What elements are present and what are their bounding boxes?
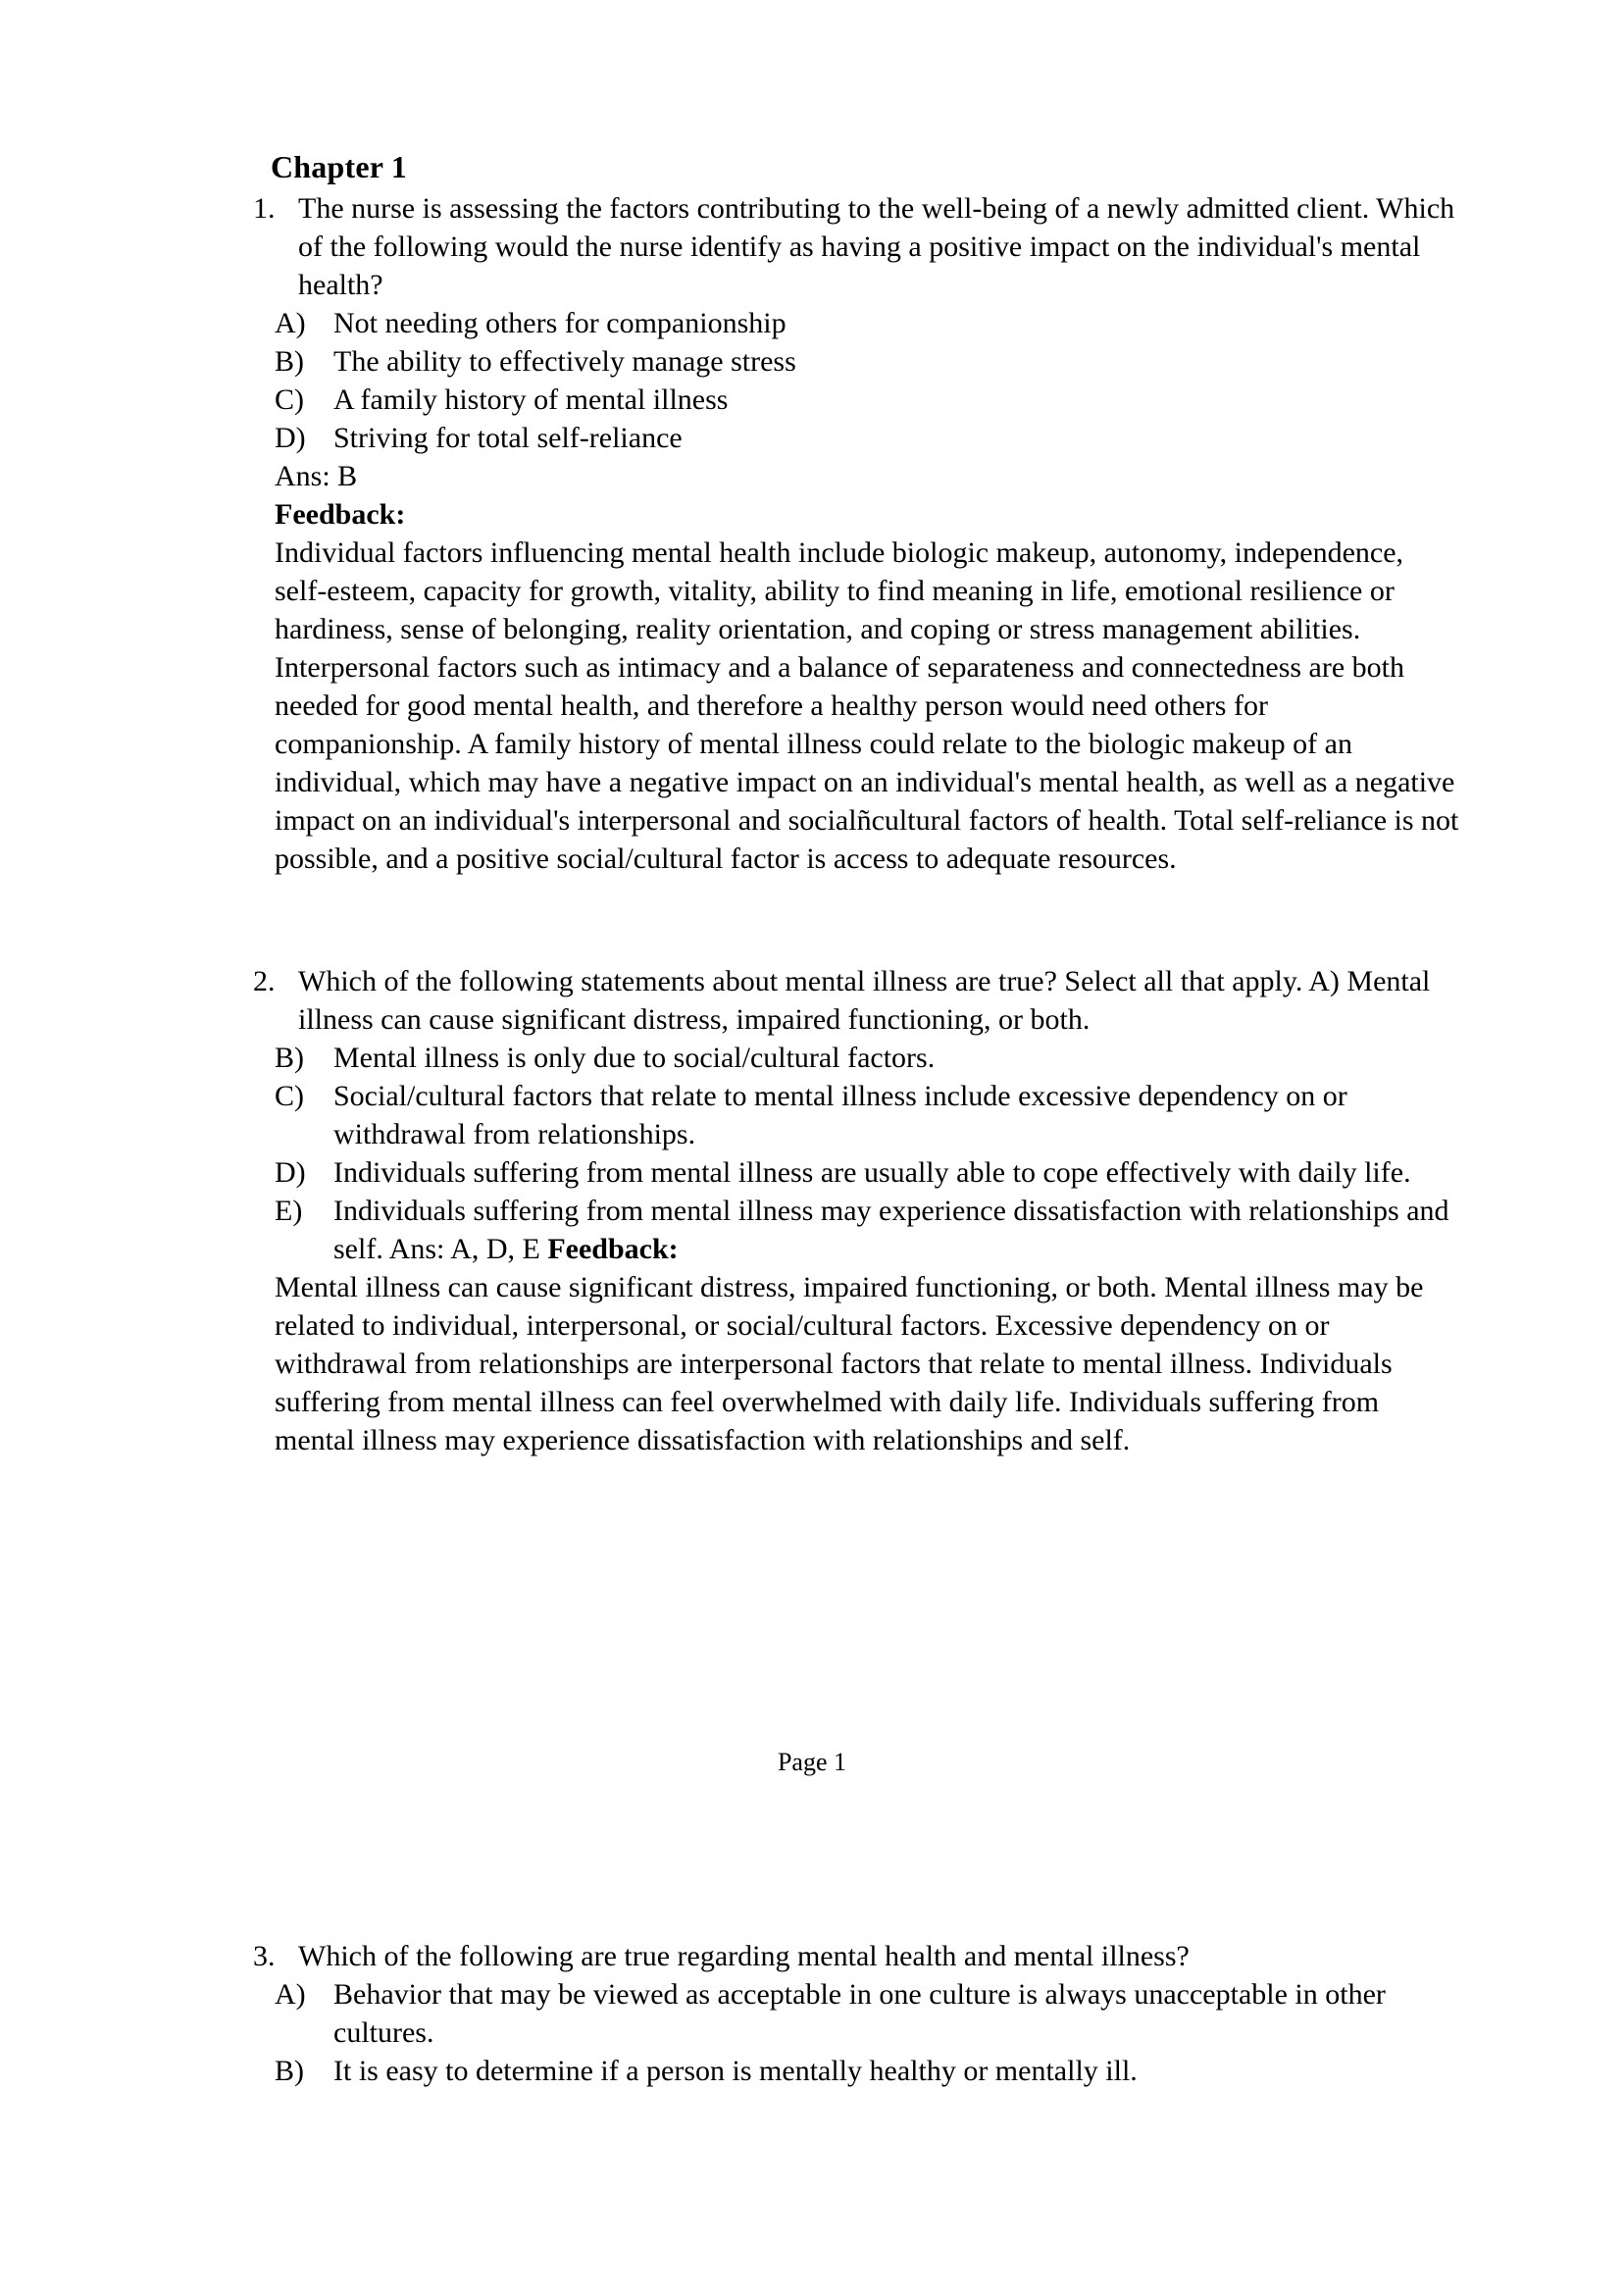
page-footer: Page 1	[777, 1748, 847, 1776]
question-2-feedback-text: Mental illness can cause significant distress, impaired functioning, or both. Mental illness may be related to individual, interpersonal, or social/cultural factors. Excessive dependency on or withdrawal from relationships are interpersonal factors that relate to mental illness. Individuals suffering from mental illness can feel overwhelmed with daily life. Individuals suffering from mental illness may experience dissatisfaction with relationships and self.	[275, 1270, 1424, 1456]
question-1-option-a[interactable]	[253, 304, 1459, 342]
question-1-option-b[interactable]	[253, 342, 1459, 381]
option-text: A family history of mental illness	[333, 382, 729, 416]
question-2-number: 2.	[253, 964, 276, 997]
option-text: Striving for total self-reliance	[333, 421, 683, 454]
question-1-feedback-label: Feedback:	[275, 497, 406, 531]
chapter-title: Chapter 1	[271, 149, 407, 184]
question-3-option-a[interactable]	[253, 1975, 1459, 2052]
option-letter: D)	[275, 421, 306, 454]
question-2-feedback-label: Feedback:	[547, 1232, 679, 1265]
option-text: Social/cultural factors that relate to mental illness include excessive dependency on or withdrawal from relationships.	[333, 1079, 1347, 1150]
option-letter: D)	[275, 1155, 306, 1189]
option-text	[333, 1192, 1459, 1268]
spacer	[253, 878, 1459, 962]
option-letter: B)	[275, 344, 304, 378]
question-1	[253, 189, 1459, 304]
question-2-option-c[interactable]	[253, 1077, 1459, 1153]
question-2-option-b[interactable]	[253, 1039, 1459, 1077]
option-letter: C)	[275, 382, 304, 416]
option-letter: A)	[275, 306, 306, 339]
option-letter: C)	[275, 1079, 304, 1112]
question-2-stem: Which of the following statements about mental illness are true? Select all that apply. A) Mental illness can cause significant distress, impaired functioning, or both.	[298, 964, 1431, 1036]
question-1-option-d[interactable]	[253, 419, 1459, 457]
question-3-stem: Which of the following are true regarding mental health and mental illness?	[298, 1940, 1190, 1972]
question-3	[253, 1937, 1459, 1975]
question-2	[253, 962, 1459, 1039]
question-1-option-c[interactable]	[253, 381, 1459, 419]
option-letter: E)	[275, 1194, 303, 1227]
question-3-number: 3.	[253, 1940, 276, 1972]
page-content-top	[253, 147, 1459, 1459]
question-1-stem: The nurse is assessing the factors contributing to the well-being of a newly admitted client. Which of the following would the nurse identify as having a positive impact on the individual's mental health?	[298, 191, 1455, 301]
option-letter: B)	[275, 2055, 304, 2087]
option-text-body: Individuals suffering from mental illness may experience dissatisfaction with relationships and self. Ans: A, D, E	[333, 1194, 1449, 1265]
option-text: It is easy to determine if a person is mentally healthy or mentally ill.	[333, 2055, 1138, 2087]
question-1-number: 1.	[253, 191, 276, 225]
question-1-feedback-text: Individual factors influencing mental health include biologic makeup, autonomy, independence, self-esteem, capacity for growth, vitality, ability to find meaning in life, emotional resilience or hardiness, sense of belonging, reality orientation, and coping or stress management abilities. Interpersonal factors such as intimacy and a balance of separateness and connectedness are both needed for good mental health, and therefore a healthy person would need others for companionship. A family history of mental illness could relate to the biologic makeup of an individual, which may have a negative impact on an individual's mental health, as well as a negative impact on an individual's interpersonal and socialñcultural factors of health. Total self-reliance is not possible, and a positive social/cultural factor is access to adequate resources.	[275, 535, 1459, 875]
option-text: The ability to effectively manage stress	[333, 344, 796, 378]
question-1-answer: Ans: B	[275, 459, 358, 492]
page-content-bottom	[253, 1937, 1459, 2090]
question-2-option-d[interactable]	[253, 1153, 1459, 1192]
option-text: Individuals suffering from mental illness are usually able to cope effectively with daily life.	[333, 1155, 1411, 1189]
option-letter: A)	[275, 1978, 306, 2011]
option-text: Mental illness is only due to social/cultural factors.	[333, 1041, 936, 1074]
option-letter: B)	[275, 1041, 304, 1074]
question-3-option-b[interactable]	[253, 2052, 1459, 2090]
question-2-option-e[interactable]	[253, 1192, 1459, 1268]
option-text: Not needing others for companionship	[333, 306, 787, 339]
option-text: Behavior that may be viewed as acceptable in one culture is always unacceptable in other cultures.	[333, 1978, 1386, 2049]
